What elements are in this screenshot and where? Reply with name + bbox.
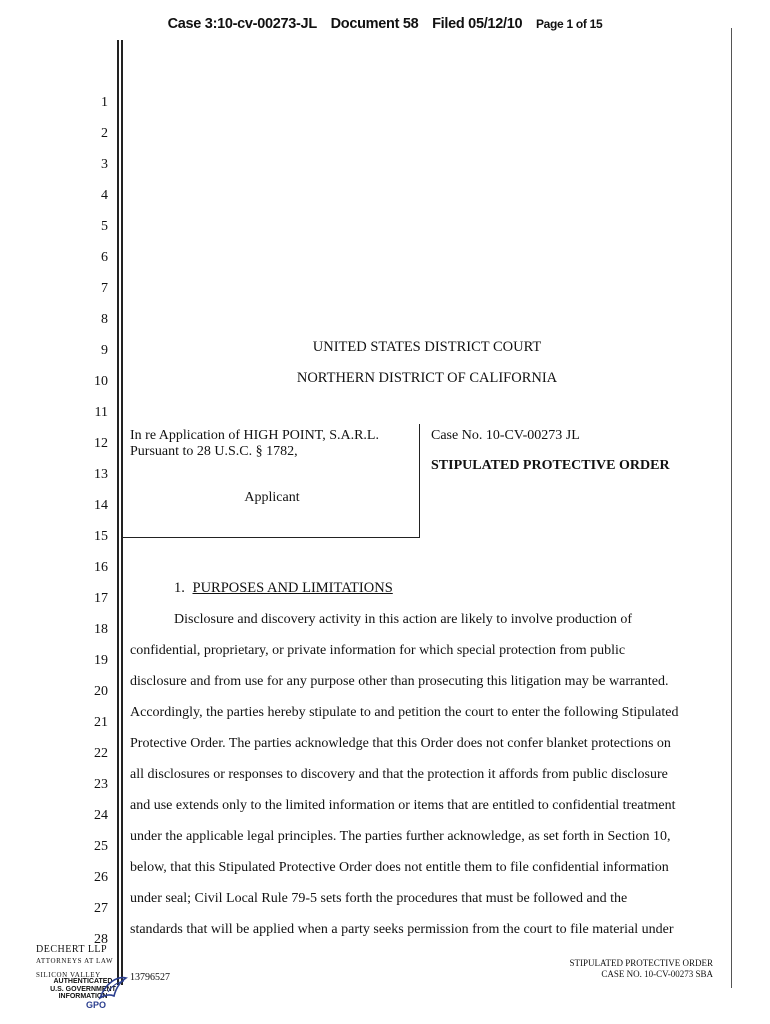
gpo-mark: GPO: [86, 1000, 107, 1010]
body-text-line: confidential, proprietary, or private information for which special protection from public: [130, 643, 626, 658]
line-number: 8: [101, 312, 108, 327]
body-text-line: Disclosure and discovery activity in this action are likely to involve production of: [174, 612, 633, 627]
line-number: 1: [101, 95, 108, 110]
line-number: 13: [94, 467, 108, 482]
line-number: 5: [101, 219, 108, 234]
line-number: 14: [94, 498, 108, 513]
body-text-line: Protective Order. The parties acknowledge that this Order does not confer blanket protections on: [130, 736, 671, 751]
caption-bottom-rule: [122, 537, 420, 538]
footer-doc-title: STIPULATED PROTECTIVE ORDER: [569, 958, 713, 968]
line-number: 7: [101, 281, 108, 296]
header-case-number: Case 3:10-cv-00273-JL: [167, 16, 317, 32]
firm-subtitle-2: SILICON VALLEY: [36, 971, 101, 979]
line-number: 16: [94, 560, 108, 575]
gpo-line-3: INFORMATION: [58, 993, 108, 1000]
line-number: 24: [94, 808, 108, 823]
section-number: 1.: [174, 580, 185, 596]
section-title: PURPOSES AND LIMITATIONS: [192, 580, 393, 596]
document-id: 13796527: [130, 972, 170, 983]
body-text-line: Accordingly, the parties hereby stipulate to and petition the court to enter the following Stipulated: [130, 705, 679, 720]
gpo-line-2: U.S. GOVERNMENT: [50, 985, 116, 993]
line-number: 19: [94, 653, 108, 668]
line-number: 3: [101, 157, 108, 172]
line-number: 20: [94, 684, 108, 699]
line-number: 17: [94, 591, 108, 606]
body-text-line: standards that will be applied when a party seeks permission from the court to file material under: [130, 922, 674, 937]
line-number: 25: [94, 839, 108, 854]
caption-party-role: Applicant: [244, 490, 300, 505]
left-margin-rule-2: [121, 40, 123, 985]
firm-subtitle-1: ATTORNEYS AT LAW: [36, 957, 114, 965]
body-text-line: and use extends only to the limited information or items that are entitled to confidential treatment: [130, 798, 676, 813]
line-number: 27: [94, 901, 108, 916]
header-document-number: Document 58: [330, 16, 419, 32]
line-number: 2: [101, 126, 108, 141]
line-number: 18: [94, 622, 108, 637]
line-number: 10: [94, 374, 108, 389]
line-number: 11: [94, 405, 108, 420]
left-margin-rule-1: [117, 40, 119, 985]
line-number: 9: [101, 343, 108, 358]
caption-case-number: Case No. 10-CV-00273 JL: [431, 428, 580, 443]
body-text-line: under the applicable legal principles. The parties further acknowledge, as set forth in Section 10,: [130, 829, 671, 844]
ecf-header: [0, 16, 770, 32]
body-text-line: below, that this Stipulated Protective Order does not entitle them to file confidential information: [130, 860, 669, 875]
line-number: 22: [94, 746, 108, 761]
footer-case-number: CASE NO. 10-CV-00273 SBA: [601, 969, 713, 979]
caption-vertical-rule: [419, 424, 420, 538]
body-text-line: all disclosures or responses to discovery and that the protection it affords from public disclosure: [130, 767, 668, 782]
line-number: 6: [101, 250, 108, 265]
caption-matter: [130, 428, 415, 460]
line-number: 21: [94, 715, 108, 730]
body-text-line: disclosure and from use for any purpose other than prosecuting this litigation may be warranted.: [130, 674, 669, 689]
body-text-line: under seal; Civil Local Rule 79-5 sets forth the procedures that must be followed and the: [130, 891, 628, 906]
caption-matter-line-2: Pursuant to 28 U.S.C. § 1782,: [130, 444, 298, 459]
gpo-authentication-seal: [38, 978, 128, 1012]
court-district: NORTHERN DISTRICT OF CALIFORNIA: [296, 370, 558, 386]
caption-document-title: STIPULATED PROTECTIVE ORDER: [431, 458, 670, 473]
section-heading: [174, 580, 393, 597]
line-number: 28: [94, 932, 108, 947]
right-margin-rule: [731, 28, 732, 988]
footer-caption: [570, 958, 714, 980]
firm-name: DECHERT LLP: [36, 944, 108, 955]
line-number: 15: [94, 529, 108, 544]
line-number: 4: [101, 188, 108, 203]
gpo-line-1: AUTHENTICATED: [53, 978, 113, 985]
header-page-count: Page 1 of 15: [535, 17, 603, 31]
line-number: 26: [94, 870, 108, 885]
line-number: 12: [94, 436, 108, 451]
header-filed-date: Filed 05/12/10: [432, 16, 523, 32]
line-number: 23: [94, 777, 108, 792]
caption-matter-line-1: In re Application of HIGH POINT, S.A.R.L.: [130, 428, 379, 443]
court-name: UNITED STATES DISTRICT COURT: [312, 339, 542, 355]
